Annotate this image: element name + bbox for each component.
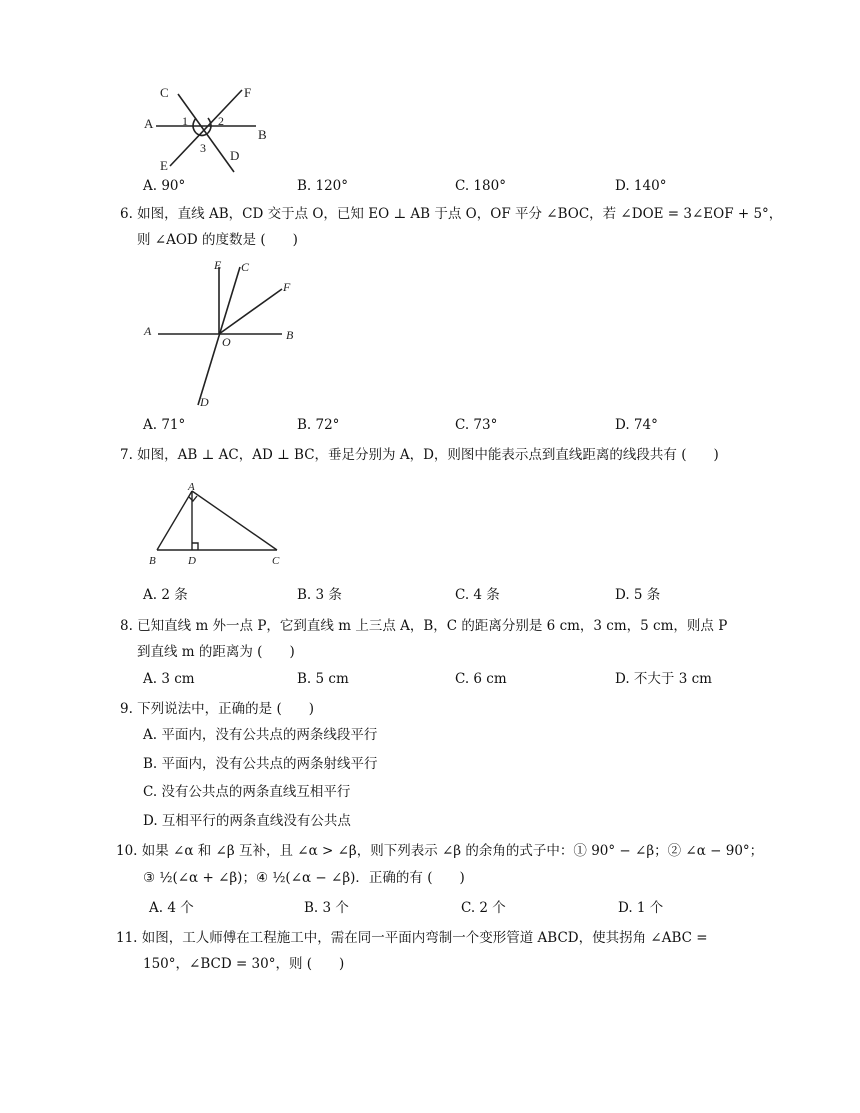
q7-option-a[interactable]: A. 2 条 [143,587,188,603]
q11-stem-line1: 11. 如图，工人师傅在工程施工中，需在同一平面内弯制一个变形管道 ABCD，使其拐角 ∠ABC = [116,930,708,946]
q10-option-c[interactable]: C. 2 个 [461,900,506,916]
q5-angle-3: 3 [200,141,206,155]
q10-option-a[interactable]: A. 4 个 [149,900,194,916]
q6-label-B: B [286,328,294,342]
q9-option-b[interactable]: B. 平面内，没有公共点的两条射线平行 [143,756,378,772]
q8-option-b[interactable]: B. 5 cm [297,671,349,687]
q5-figure [138,84,278,176]
q6-label-D: D [200,395,209,409]
q5-option-c[interactable]: C. 180° [455,178,506,194]
q10-stem-line2: ③ ½(∠α + ∠β)；④ ½(∠α − ∠β)．正确的有 ( ) [143,870,465,886]
q6-stem-line2: 则 ∠AOD 的度数是 ( ) [137,232,298,248]
q7-label-B: B [149,555,156,567]
q7-option-d[interactable]: D. 5 条 [615,587,661,603]
q8-option-d[interactable]: D. 不大于 3 cm [615,671,712,687]
q6-option-b[interactable]: B. 72° [297,417,340,433]
q5-angle-1: 1 [182,114,188,128]
q6-stem-line1: 6. 如图，直线 AB，CD 交于点 O，已知 EO ⊥ AB 于点 O，OF 平分 ∠BOC，若 ∠DOE = 3∠EOF + 5°， [120,206,783,222]
q8-option-a[interactable]: A. 3 cm [143,671,195,687]
q7-label-A: A [188,481,195,493]
q6-label-E: E [214,258,222,272]
q6-label-A: A [144,324,152,338]
q5-label-E: E [160,158,168,173]
q5-label-C: C [160,85,169,100]
q5-label-F: F [244,85,252,100]
q7-stem-line1: 7. 如图，AB ⊥ AC，AD ⊥ BC，垂足分别为 A，D，则图中能表示点到直线距离的线段共有 ( ) [120,447,719,463]
q10-option-d[interactable]: D. 1 个 [618,900,664,916]
q8-option-c[interactable]: C. 6 cm [455,671,507,687]
q7-figure [145,480,290,568]
q7-label-D: D [188,555,196,567]
q6-label-F: F [283,280,291,294]
q6-option-d[interactable]: D. 74° [615,417,658,433]
q7-option-b[interactable]: B. 3 条 [297,587,342,603]
q6-option-c[interactable]: C. 73° [455,417,498,433]
q8-stem-line2: 到直线 m 的距离为 ( ) [137,644,295,660]
q11-stem-line2: 150°，∠BCD = 30°，则 ( ) [143,956,345,972]
q5-label-A: A [144,116,154,131]
q9-option-a[interactable]: A. 平面内，没有公共点的两条线段平行 [143,727,378,743]
q6-label-C: C [241,260,250,274]
q6-option-a[interactable]: A. 71° [143,417,186,433]
q7-label-C: C [272,555,280,567]
q5-option-b[interactable]: B. 120° [297,178,349,194]
q7-option-c[interactable]: C. 4 条 [455,587,500,603]
q5-angle-2: 2 [218,114,224,128]
q8-stem-line1: 8. 已知直线 m 外一点 P，它到直线 m 上三点 A，B，C 的距离分别是 6 cm，3 cm，5 cm，则点 P [120,618,728,634]
q5-option-a[interactable]: A. 90° [143,178,186,194]
q5-label-D: D [230,148,240,163]
q9-option-d[interactable]: D. 互相平行的两条直线没有公共点 [143,813,351,829]
q6-figure [140,255,305,410]
q9-stem-line1: 9. 下列说法中，正确的是 ( ) [120,701,314,717]
q5-label-B: B [258,127,267,142]
q10-stem-line1: 10. 如果 ∠α 和 ∠β 互补，且 ∠α > ∠β，则下列表示 ∠β 的余角的式子中：① 90° − ∠β；② ∠α − 90°； [116,843,764,859]
q10-option-b[interactable]: B. 3 个 [304,900,349,916]
q5-option-d[interactable]: D. 140° [615,178,667,194]
q9-option-c[interactable]: C. 没有公共点的两条直线互相平行 [143,784,351,800]
q6-label-O: O [222,335,231,349]
